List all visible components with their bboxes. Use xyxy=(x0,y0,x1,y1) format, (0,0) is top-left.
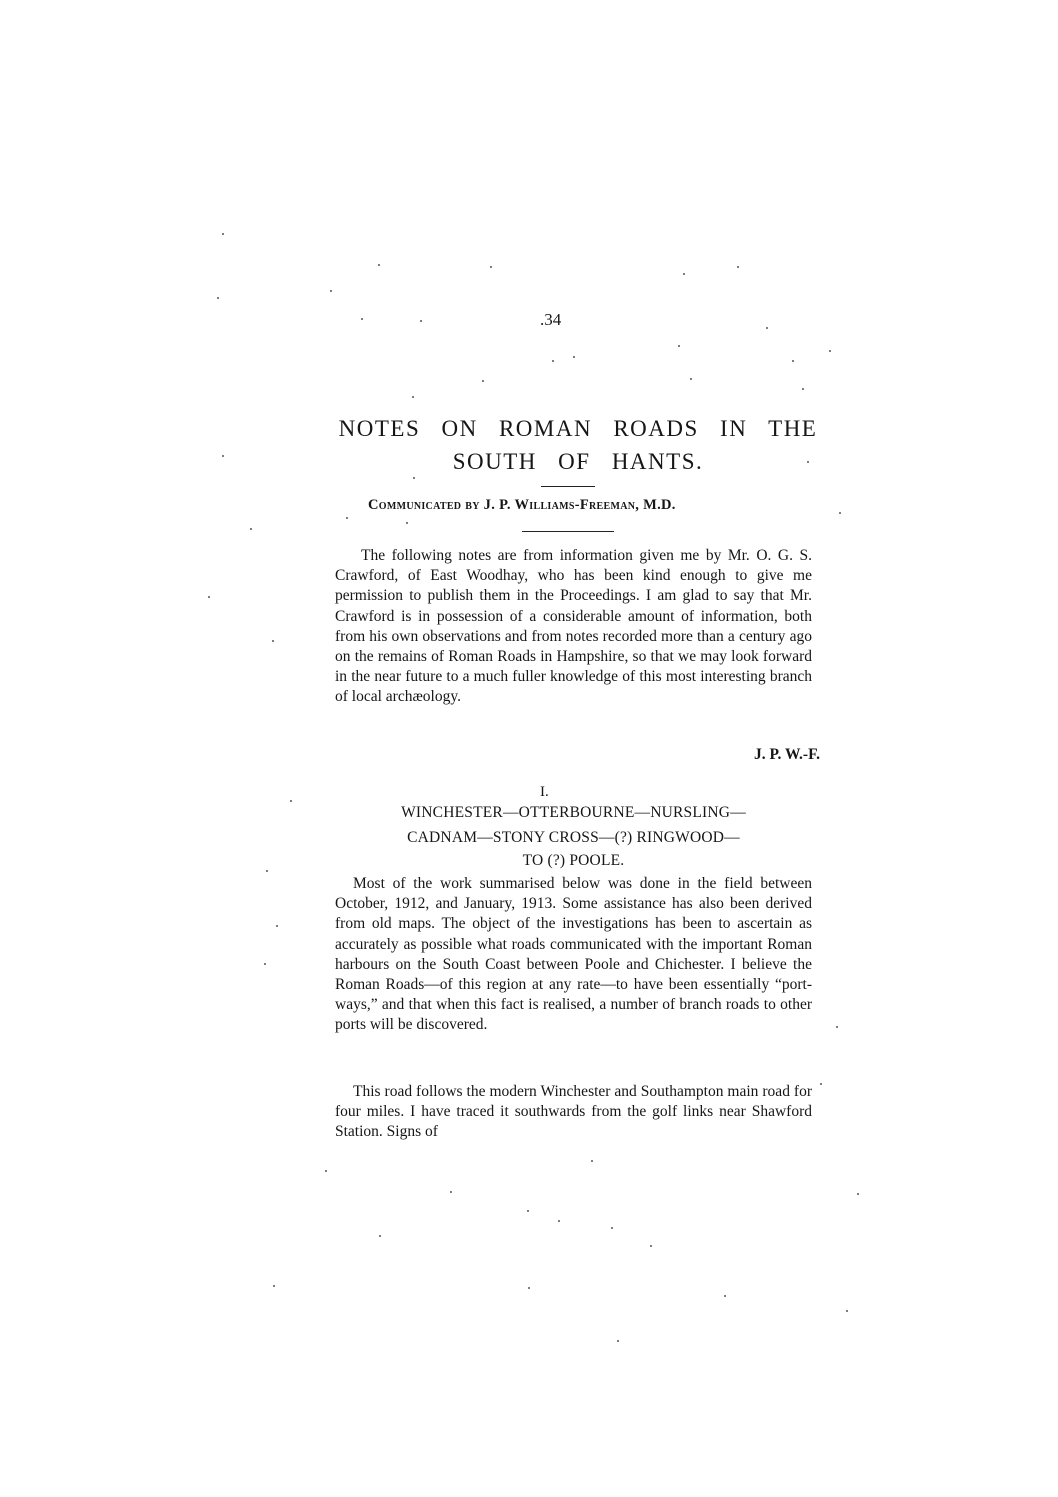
scan-speck xyxy=(266,870,268,872)
scan-speck xyxy=(792,360,794,362)
scan-speck xyxy=(273,1285,275,1287)
scan-speck xyxy=(528,1287,530,1289)
communicated-by-line: Communicated by J. P. Williams-Freeman, M.D. xyxy=(368,497,676,513)
scan-speck xyxy=(490,266,492,268)
scan-speck xyxy=(591,1160,593,1162)
section-heading-line-3: TO (?) POOLE. xyxy=(522,852,625,869)
scan-speck xyxy=(413,477,415,479)
article-title-line-1: NOTES ON ROMAN ROADS IN THE xyxy=(338,416,818,441)
scan-speck xyxy=(222,233,224,235)
scan-speck xyxy=(290,800,292,802)
scan-speck xyxy=(678,345,680,347)
scan-speck xyxy=(836,1026,838,1028)
scan-speck xyxy=(420,320,422,322)
scan-speck xyxy=(412,396,414,398)
scan-speck xyxy=(690,378,692,380)
scan-speck xyxy=(208,596,210,598)
scan-speck xyxy=(406,522,408,524)
scan-speck xyxy=(450,1191,452,1193)
scan-speck xyxy=(558,1220,560,1222)
scan-speck xyxy=(766,327,768,329)
scan-speck xyxy=(802,388,804,390)
signoff-initials: J. P. W.-F. xyxy=(753,746,820,763)
scan-speck xyxy=(650,1245,652,1247)
scan-speck xyxy=(617,1340,619,1342)
title-rule xyxy=(541,486,595,487)
scan-speck xyxy=(217,297,219,299)
scan-speck xyxy=(724,1295,726,1297)
scan-speck xyxy=(846,1310,848,1312)
article-title-line-2: SOUTH OF HANTS. xyxy=(452,449,704,474)
section-number: I. xyxy=(540,784,549,800)
scan-speck xyxy=(552,360,554,362)
scan-speck xyxy=(611,1227,613,1229)
scan-speck xyxy=(829,350,831,352)
page-number: .34 xyxy=(540,310,562,329)
body-paragraph-1: Most of the work summarised below was done in the field between October, 1912, and January, 1913. Some assistance has also been derived from old maps. The object of the investigations has been to ascertain as accurately as possible what roads communicated with the important Roman harbours on the South Coast between Poole and Chichester. I believe the Roman Roads—of this region at any rate—to have been essentially “port-ways,” and that when this fact is realised, a number of branch roads to other ports will be discovered. xyxy=(335,875,812,1034)
scan-speck xyxy=(379,1235,381,1237)
scan-speck xyxy=(222,455,224,457)
scan-speck xyxy=(330,290,332,292)
scan-speck xyxy=(573,356,575,358)
scan-speck xyxy=(737,266,739,268)
section-heading-line-2: CADNAM—STONY CROSS—(?) RINGWOOD— xyxy=(407,829,740,846)
section-heading-line-1: WINCHESTER—OTTERBOURNE—NURSLING— xyxy=(401,804,746,821)
scan-speck xyxy=(250,528,252,530)
scan-speck xyxy=(346,517,348,519)
body-paragraph-2: This road follows the modern Winchester and Southampton main road for four miles. I have traced it southwards from the golf links near Shawford Station. Signs of xyxy=(335,1083,812,1141)
scan-speck xyxy=(325,1170,327,1172)
scan-speck xyxy=(839,512,841,514)
scan-speck xyxy=(276,925,278,927)
byline-rule xyxy=(522,531,614,532)
scan-speck xyxy=(857,1193,859,1195)
scan-speck xyxy=(482,380,484,382)
scan-speck xyxy=(683,273,685,275)
scan-speck xyxy=(378,264,380,266)
scan-speck xyxy=(264,963,266,965)
intro-paragraph: The following notes are from information given me by Mr. O. G. S. Crawford, of East Woodhay, who has been kind enough to give me permission to publish them in the Proceedings. I am glad to say that Mr. Crawford is in possession of a considerable amount of information, both from his own observations and from notes recorded more than a century ago on the remains of Roman Roads in Hampshire, so that we may look forward in the near future to a much fuller knowledge of this most interesting branch of local archæology. xyxy=(335,547,812,706)
scan-speck xyxy=(272,640,274,642)
scan-speck xyxy=(527,1210,529,1212)
scan-speck xyxy=(361,318,363,320)
scan-speck xyxy=(807,461,809,463)
scan-speck xyxy=(820,1083,822,1085)
